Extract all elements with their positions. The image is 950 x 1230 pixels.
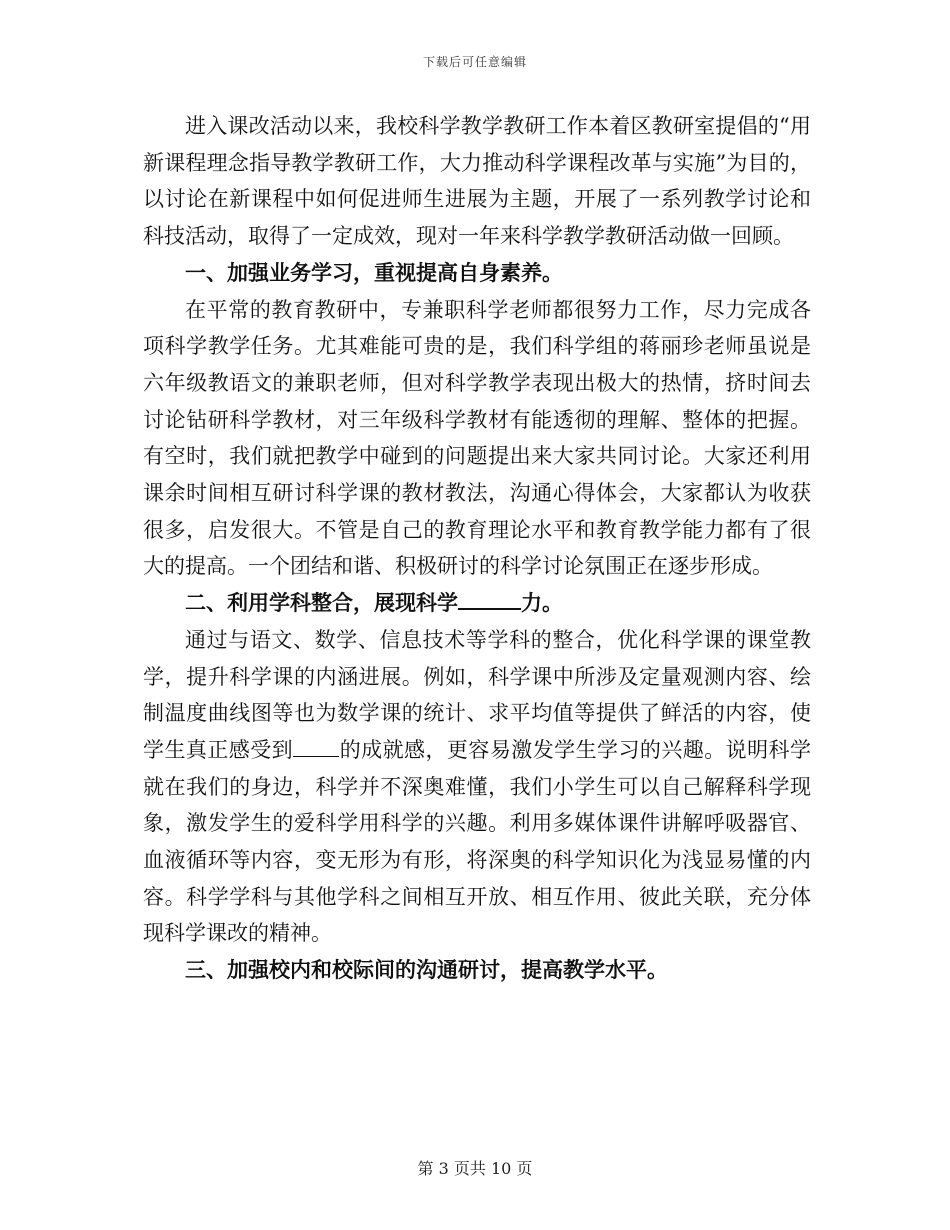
page-header: 下载后可任意编辑 bbox=[422, 55, 527, 69]
section-2-paragraph bbox=[143, 622, 811, 952]
fill-in-blank bbox=[293, 737, 339, 757]
document-body bbox=[143, 108, 811, 989]
section-heading-3: 三、加强校内和校际间的沟通研讨，提高教学水平。 bbox=[185, 957, 668, 983]
intro-paragraph: 进入课改活动以来，我校科学教学教研工作本着区教研室提倡的“用新课程理念指导教学教研工作，大力推动科学课程改革与实施”为目的，以讨论在新课程中如何促进师生进展为主题，开展了一系列教学讨论和科技活动，取得了一定成效，现对一年来科学教学教研活动做一回顾。 bbox=[143, 114, 811, 249]
section-heading-2 bbox=[143, 585, 811, 622]
section-heading-1: 一、加强业务学习，重视提高自身素养。 bbox=[185, 259, 563, 285]
section-2-paragraph-part-2: 的成就感，更容易激发学生学习的兴趣。说明科学就在我们的身边，科学并不深奥难懂，我们小学生可以自己解释科学现象，激发学生的爱科学用科学的兴趣。利用多媒体课件讲解呼吸器官、血液循环等内容，变无形为有形，将深奥的科学知识化为浅显易懂的内容。科学学科与其他学科之间相互开放、相互作用、彼此关联，充分体现科学课改的精神。 bbox=[143, 737, 811, 946]
section-heading-2-part-1: 二、利用学科整合，展现科学 bbox=[185, 590, 458, 616]
fill-in-blank bbox=[458, 589, 521, 610]
section-2-paragraph-part-1: 通过与语文、数学、信息技术等学科的整合，优化科学课的课堂教学，提升科学课的内涵进展。例如，科学课中所涉及定量观测内容、绘制温度曲线图等也为数学课的统计、求平均值等提供了鲜活的内容，使学生真正感受到 bbox=[143, 627, 811, 762]
page-number: 第 3 页共 10 页 bbox=[417, 1159, 533, 1178]
section-1-paragraph: 在平常的教育教研中，专兼职科学老师都很努力工作，尽力完成各项科学教学任务。尤其难能可贵的是，我们科学组的蒋丽珍老师虽说是六年级教语文的兼职老师，但对科学教学表现出极大的热情，挤时间去讨论钻研科学教材，对三年级科学教材有能透彻的理解、整体的把握。有空时，我们就把教学中碰到的问题提出来大家共同讨论。大家还利用课余时间相互研讨科学课的教材教法，沟通心得体会，大家都认为收获很多，启发很大。不管是自己的教育理论水平和教育教学能力都有了很大的提高。一个团结和谐、积极研讨的科学讨论氛围正在逐步形成。 bbox=[143, 297, 811, 579]
section-heading-2-part-2: 力。 bbox=[521, 590, 563, 616]
